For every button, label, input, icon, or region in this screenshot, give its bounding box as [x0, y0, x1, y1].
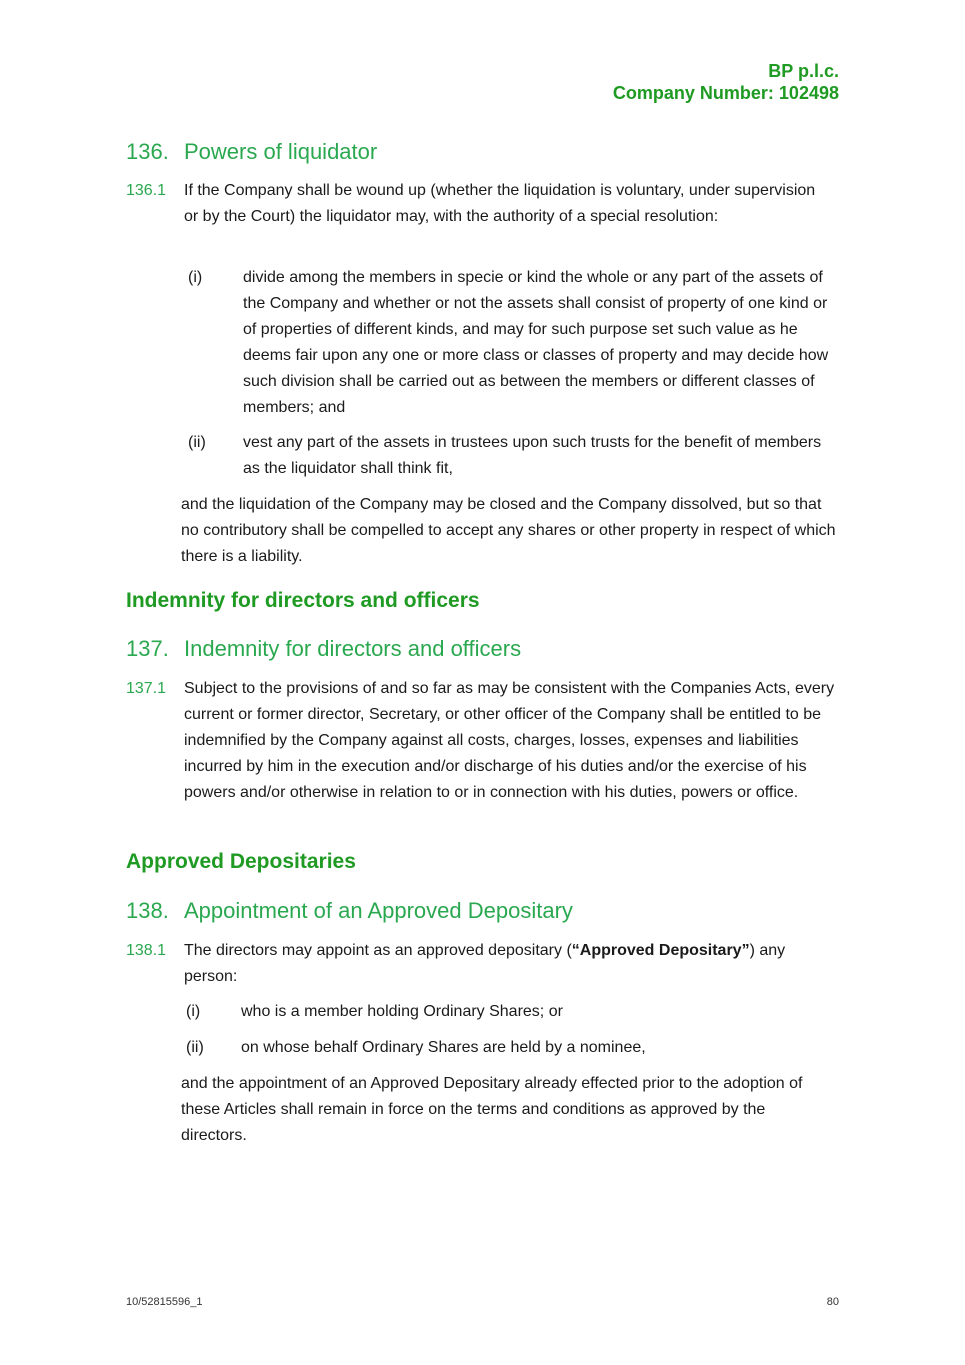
section-heading-depositaries: Approved Depositaries	[126, 850, 356, 873]
item-138-ii-text: on whose behalf Ordinary Shares are held by a nominee,	[241, 1039, 646, 1056]
para-138-closing: and the appointment of an Approved Depositary already effected prior to the adoption of these Articles shall remain in force on the terms and conditions as approved by the directors.	[181, 1075, 803, 1144]
article-136-number: 136.	[126, 139, 169, 164]
item-138-i-text: who is a member holding Ordinary Shares; or	[241, 1003, 563, 1020]
defined-term-approved-depositary: “Approved Depositary”	[571, 942, 750, 959]
para-138-1-number: 138.1	[126, 942, 167, 959]
item-138-ii-number: (ii)	[186, 1039, 204, 1056]
item-136-ii-text: vest any part of the assets in trustees upon such trusts for the benefit of members as the liquidator shall think fit,	[243, 434, 822, 477]
article-137-number: 137.	[126, 636, 169, 661]
para-136-1-text: If the Company shall be wound up (whether the liquidation is voluntary, under supervision or by the Court) the liquidator may, with the authority of a special resolution:	[184, 182, 816, 225]
item-136-i-text: divide among the members in specie or kind the whole or any part of the assets of the Company and whether or not the assets shall consist of property of one kind or of properties of different kinds, and may for such purpose set such value as he deems fair upon any one or more class or classes of property and may decide how such division shall be carried out as between the members or different classes of members; and	[243, 269, 829, 416]
document-header	[613, 60, 839, 104]
article-138-number: 138.	[126, 898, 169, 923]
page-number: 80	[826, 1296, 839, 1308]
company-name: BP p.l.c.	[768, 61, 839, 81]
para-138-1-text	[184, 938, 829, 990]
para-138-1-text-after: ) any person:	[184, 942, 786, 985]
item-138-i-number: (i)	[186, 1003, 201, 1020]
item-136-i-number: (i)	[188, 269, 203, 286]
item-136-ii-number: (ii)	[188, 434, 206, 451]
section-heading-indemnity: Indemnity for directors and officers	[126, 589, 480, 612]
para-136-1-number: 136.1	[126, 182, 167, 199]
para-138-1-text-before: The directors may appoint as an approved depositary (	[184, 942, 572, 959]
article-137-title: Indemnity for directors and officers	[184, 636, 522, 661]
footer-reference: 10/52815596_1	[126, 1296, 203, 1308]
article-138-title: Appointment of an Approved Depositary	[184, 898, 573, 923]
para-136-closing: and the liquidation of the Company may be closed and the Company dissolved, but so that no contributory shall be compelled to accept any shares or other property in respect of which there is a liability.	[181, 496, 836, 565]
para-137-1-text: Subject to the provisions of and so far as may be consistent with the Companies Acts, every current or former director, Secretary, or other officer of the Company shall be entitled to be indemnified by the Company against all costs, charges, losses, expenses and liabilities incurred by him in the execution and/or discharge of his duties and/or the exercise of his powers and/or otherwise in relation to or in connection with his duties, powers or office.	[184, 680, 835, 801]
article-136-title: Powers of liquidator	[184, 139, 378, 164]
para-137-1-number: 137.1	[126, 680, 167, 697]
company-number: Company Number: 102498	[612, 83, 839, 103]
